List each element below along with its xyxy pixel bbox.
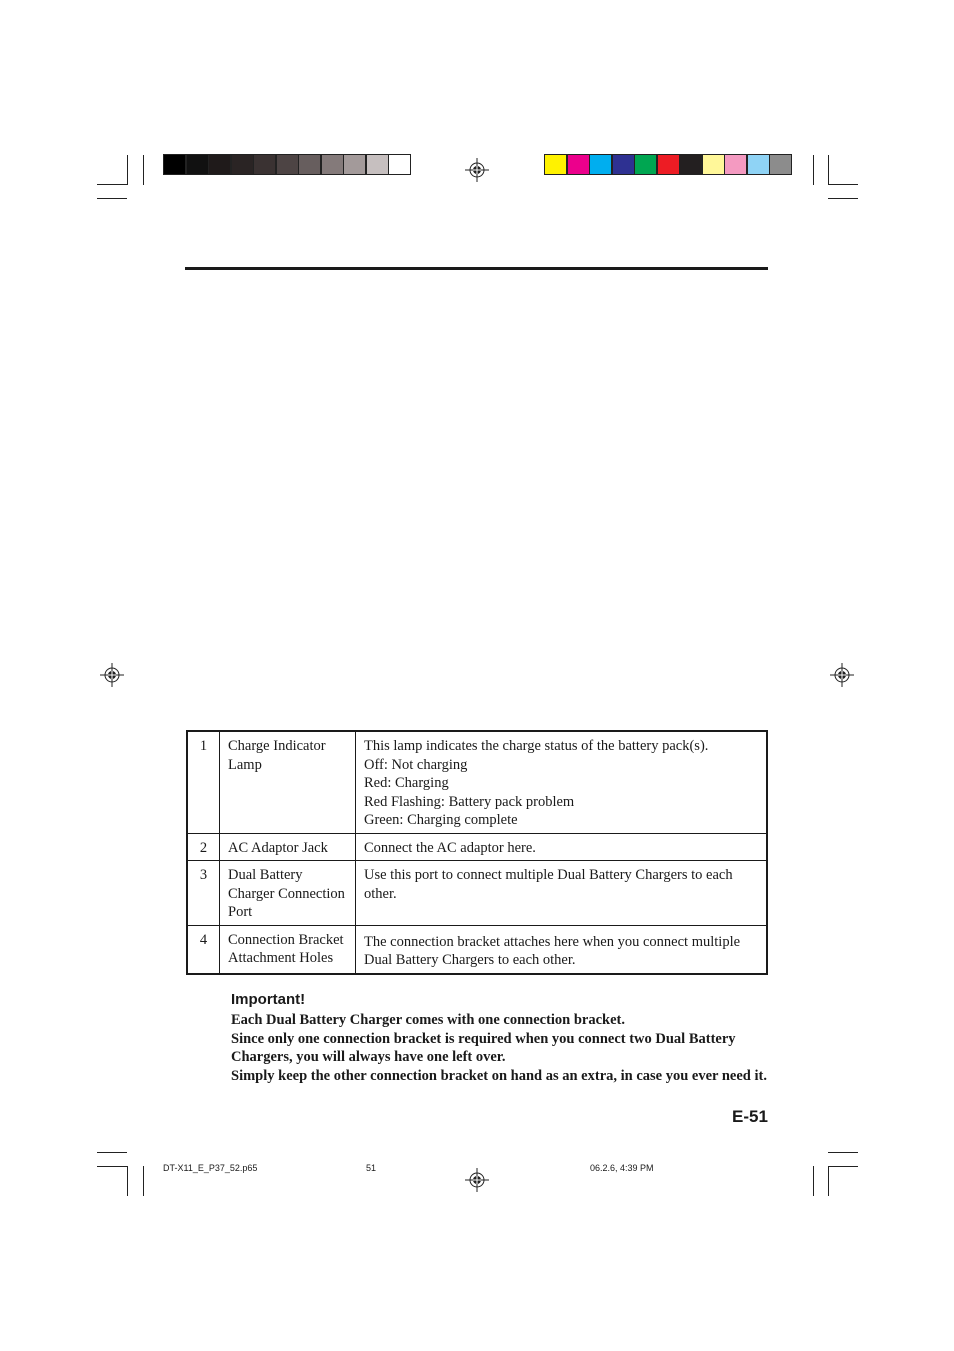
part-name: Charge Indicator Lamp xyxy=(220,731,356,833)
table-row xyxy=(187,861,767,926)
crop-mark xyxy=(127,155,128,185)
footer-filename: DT-X11_E_P37_52.p65 xyxy=(163,1163,258,1173)
crop-mark xyxy=(143,155,144,185)
footer-page: 51 xyxy=(366,1163,377,1173)
color-swatch xyxy=(276,154,299,175)
table-row xyxy=(187,833,767,861)
color-swatch xyxy=(186,154,209,175)
color-swatch xyxy=(343,154,366,175)
color-swatch xyxy=(366,154,389,175)
crop-mark xyxy=(97,1152,127,1153)
crop-mark xyxy=(97,184,127,185)
crop-mark xyxy=(127,1166,128,1196)
registration-mark-icon xyxy=(465,158,489,182)
crop-mark xyxy=(143,1166,144,1196)
part-name: AC Adaptor Jack xyxy=(220,833,356,861)
crop-mark xyxy=(828,1166,858,1167)
color-swatch xyxy=(321,154,344,175)
important-line: Since only one connection bracket is required when you connect two Dual Battery Chargers, you will always have one left over. xyxy=(231,1030,736,1065)
part-name: Connection Bracket Attachment Holes xyxy=(220,925,356,974)
crop-mark xyxy=(828,184,858,185)
header-rule xyxy=(185,267,768,270)
color-swatch xyxy=(298,154,321,175)
crop-mark xyxy=(828,1166,829,1196)
part-number: 1 xyxy=(187,731,220,833)
parts-table xyxy=(186,730,768,975)
color-swatch xyxy=(567,154,590,175)
page-number: E-51 xyxy=(732,1107,768,1126)
part-number: 3 xyxy=(187,861,220,926)
description-line: Green: Charging complete xyxy=(364,812,518,828)
part-description xyxy=(356,925,768,974)
crop-mark xyxy=(828,1152,858,1153)
part-description xyxy=(356,731,768,833)
important-line: Each Dual Battery Charger comes with one connection bracket. xyxy=(231,1012,625,1028)
important-line: Simply keep the other connection bracket on hand as an extra, in case you ever need it. xyxy=(231,1067,767,1084)
registration-mark-icon xyxy=(830,663,854,687)
footer-date: 06.2.6, 4:39 PM xyxy=(590,1163,654,1173)
color-swatch xyxy=(589,154,612,175)
crop-mark xyxy=(813,1166,814,1196)
crop-mark xyxy=(97,198,127,199)
table-row xyxy=(187,925,767,974)
registration-mark-icon xyxy=(465,1168,489,1192)
important-title: Important! xyxy=(231,991,306,1008)
part-description xyxy=(356,861,768,926)
color-swatch xyxy=(208,154,231,175)
color-swatch xyxy=(679,154,702,175)
crop-mark xyxy=(813,155,814,185)
color-swatch xyxy=(163,154,186,175)
color-swatch xyxy=(634,154,657,175)
color-swatch xyxy=(388,154,411,175)
description-line: The connection bracket attaches here when you connect multiple Dual Battery Chargers to each other. xyxy=(364,933,741,968)
color-swatch xyxy=(612,154,635,175)
description-line: Off: Not charging xyxy=(364,756,468,773)
color-swatch xyxy=(253,154,276,175)
description-line: This lamp indicates the charge status of the battery pack(s). xyxy=(364,738,709,754)
description-line: Use this port to connect multiple Dual Battery Chargers to each other. xyxy=(364,867,733,902)
color-swatch xyxy=(231,154,254,175)
color-swatch xyxy=(544,154,567,175)
color-swatch xyxy=(747,154,770,175)
crop-mark xyxy=(828,155,829,185)
important-notice xyxy=(231,991,771,1085)
description-line: Connect the AC adaptor here. xyxy=(364,839,536,856)
crop-mark xyxy=(97,1166,127,1167)
description-line: Red Flashing: Battery pack problem xyxy=(364,793,575,810)
part-name: Dual Battery Charger Connection Port xyxy=(220,861,356,926)
color-swatch xyxy=(724,154,747,175)
part-number: 2 xyxy=(187,833,220,861)
part-description xyxy=(356,833,768,861)
table-row xyxy=(187,731,767,833)
description-line: Red: Charging xyxy=(364,775,449,791)
color-swatch xyxy=(702,154,725,175)
color-swatch xyxy=(657,154,680,175)
crop-mark xyxy=(828,198,858,199)
registration-mark-icon xyxy=(100,663,124,687)
color-swatch xyxy=(769,154,792,175)
part-number: 4 xyxy=(187,925,220,974)
